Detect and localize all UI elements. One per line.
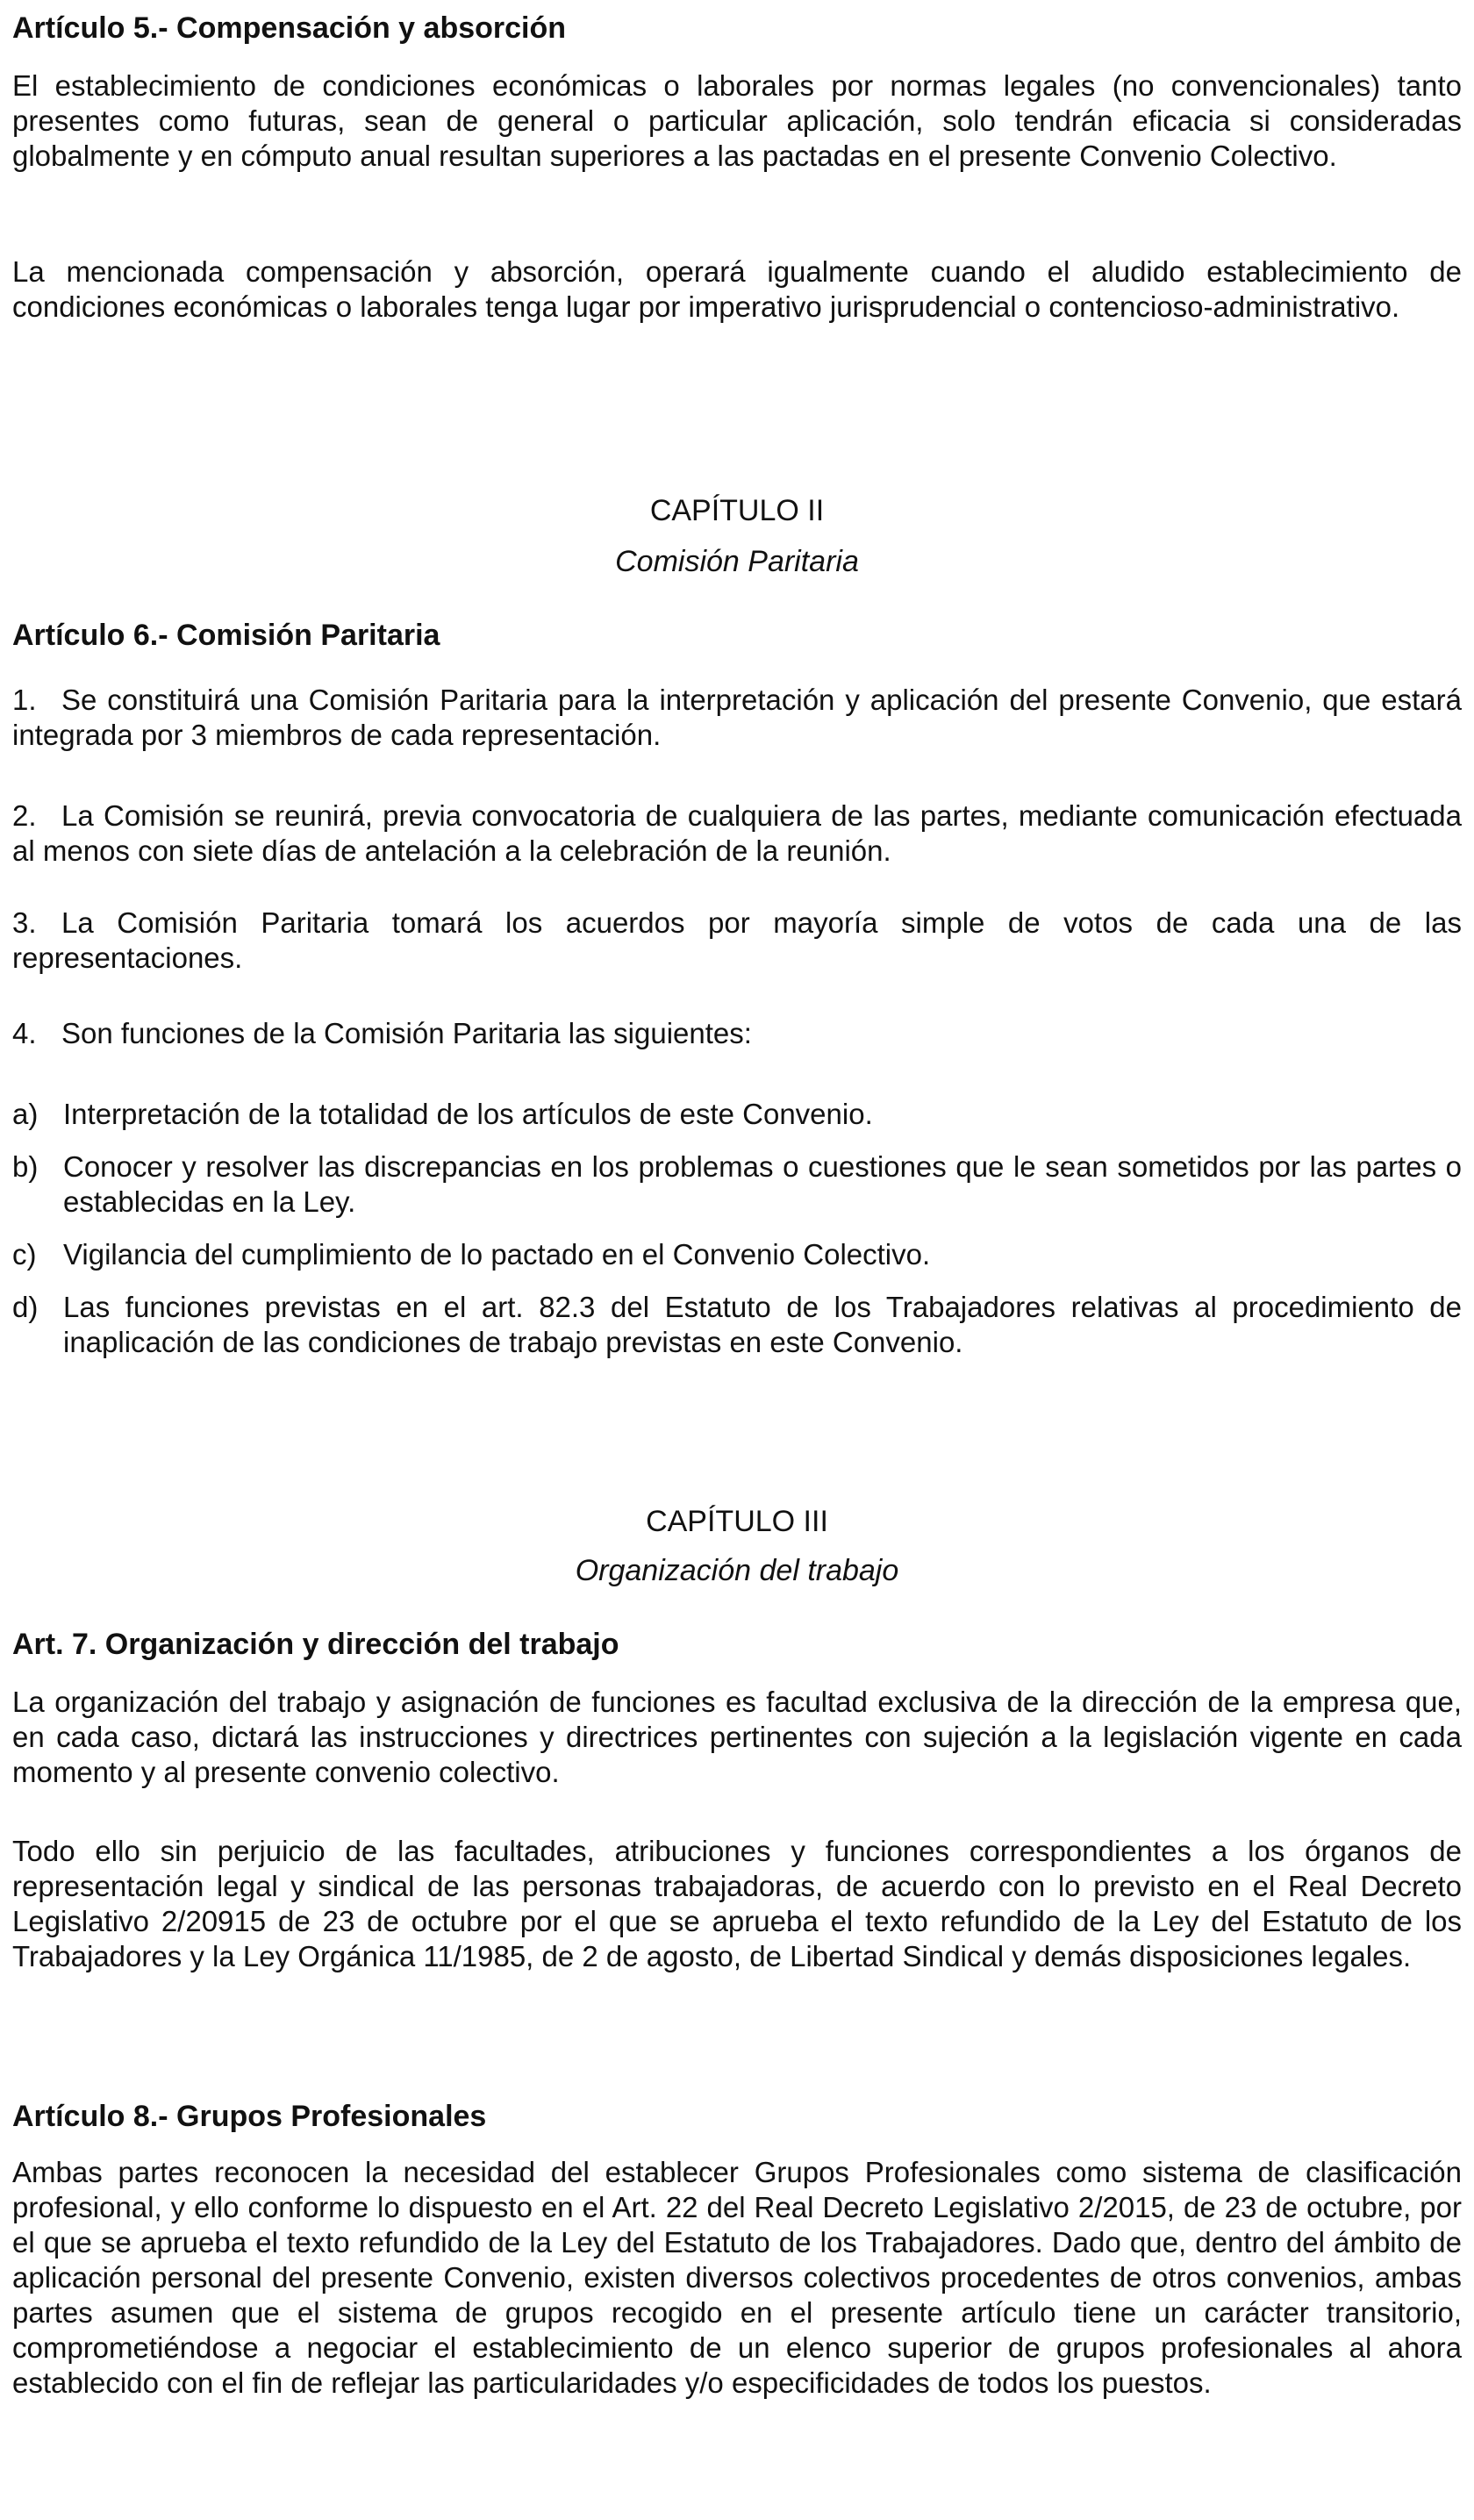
subitem-letter: c) [12, 1238, 37, 1271]
subitem-text: Interpretación de la totalidad de los artículos de este Convenio. [63, 1098, 873, 1130]
article-5-paragraph-2: La mencionada compensación y absorción, operará igualmente cuando el aludido establecimiento de condiciones económicas o laborales tenga lugar por imperativo jurisprudencial o contencioso-administrativo. [12, 255, 1462, 323]
article-8-heading: Artículo 8.- Grupos Profesionales [12, 2100, 487, 2133]
item-number: 2. [12, 799, 37, 832]
item-text: La Comisión Paritaria tomará los acuerdos por mayoría simple de votos de cada una de las representaciones. [12, 906, 1462, 974]
article-6-item-3 [12, 906, 1462, 976]
chapter-3-title: CAPÍTULO III [646, 1505, 828, 1538]
article-6-item-2 [12, 798, 1462, 869]
article-6-subitem-b [12, 1149, 1462, 1220]
item-text: Se constituirá una Comisión Paritaria para la interpretación y aplicación del presente Convenio, que estará integrada por 3 miembros de cada representación. [12, 684, 1462, 751]
article-6-item-1 [12, 683, 1462, 753]
article-7-heading: Art. 7. Organización y dirección del trabajo [12, 1628, 619, 1661]
item-text: La Comisión se reunirá, previa convocatoria de cualquiera de las partes, mediante comunicación efectuada al menos con siete días de antelación a la celebración de la reunión. [12, 799, 1462, 867]
article-8-paragraph-1: Ambas partes reconocen la necesidad del establecer Grupos Profesionales como sistema de clasificación profesional, y ello conforme lo dispuesto en el Art. 22 del Real Decreto Legislativo 2/2015, de 23 de octubre, por el que se aprueba el texto refundido de la Ley del Estatuto de los Trabajadores. Dado que, dentro del ámbito de aplicación personal del presente Convenio, existen diversos colectivos procedentes de otros convenios, ambas partes asumen que el sistema de grupos recogido en el presente artículo tiene un carácter transitorio, comprometiéndose a negociar el establecimiento de un elenco superior de grupos profesionales al ahora establecido con el fin de reflejar las particularidades y/o especificidades de todos los puestos. [12, 2156, 1462, 2399]
article-6-subitem-c [12, 1237, 1462, 1272]
article-6-subitem-a [12, 1097, 1462, 1132]
article-5-heading: Artículo 5.- Compensación y absorción [12, 11, 567, 45]
item-number: 3. [12, 906, 37, 939]
item-number: 1. [12, 684, 37, 716]
article-7-paragraph-2: Todo ello sin perjuicio de las facultades, atribuciones y funciones correspondientes a los órganos de representación legal y sindical de las personas trabajadoras, de acuerdo con lo previsto en el Real Decreto Legislativo 2/20915 de 23 de octubre por el que se aprueba el texto refundido de la Ley del Estatuto de los Trabajadores y la Ley Orgánica 11/1985, de 2 de agosto, de Libertad Sindical y demás disposiciones legales. [12, 1835, 1462, 1972]
chapter-2-title: CAPÍTULO II [649, 494, 825, 527]
subitem-letter: d) [12, 1291, 39, 1323]
article-7-paragraph-1: La organización del trabajo y asignación de funciones es facultad exclusiva de la dirección de la empresa que, en cada caso, dictará las instrucciones y directrices pertinentes con sujeción a la legislación vigente en cada momento y al presente convenio colectivo. [12, 1686, 1462, 1788]
chapter-3-subtitle: Organización del trabajo [575, 1554, 899, 1587]
item-number: 4. [12, 1017, 37, 1049]
item-text: Son funciones de la Comisión Paritaria las siguientes: [61, 1017, 752, 1049]
article-6-heading: Artículo 6.- Comisión Paritaria [12, 619, 440, 652]
subitem-text: Vigilancia del cumplimiento de lo pactado en el Convenio Colectivo. [63, 1238, 931, 1271]
article-6-item-4 [12, 1016, 1462, 1051]
chapter-2-subtitle: Comisión Paritaria [615, 545, 859, 578]
article-6-subitem-d [12, 1290, 1462, 1360]
subitem-letter: b) [12, 1150, 39, 1183]
subitem-letter: a) [12, 1098, 39, 1130]
subitem-text: Las funciones previstas en el art. 82.3 del Estatuto de los Trabajadores relativas al procedimiento de inaplicación de las condiciones de trabajo previstas en este Convenio. [63, 1291, 1462, 1358]
article-5-paragraph-1: El establecimiento de condiciones económicas o laborales por normas legales (no convencionales) tanto presentes como futuras, sean de general o particular aplicación, solo tendrán eficacia si consideradas globalmente y en cómputo anual resultan superiores a las pactadas en el presente Convenio Colectivo. [12, 69, 1462, 172]
subitem-text: Conocer y resolver las discrepancias en los problemas o cuestiones que le sean sometidos por las partes o establecidas en la Ley. [63, 1150, 1462, 1218]
